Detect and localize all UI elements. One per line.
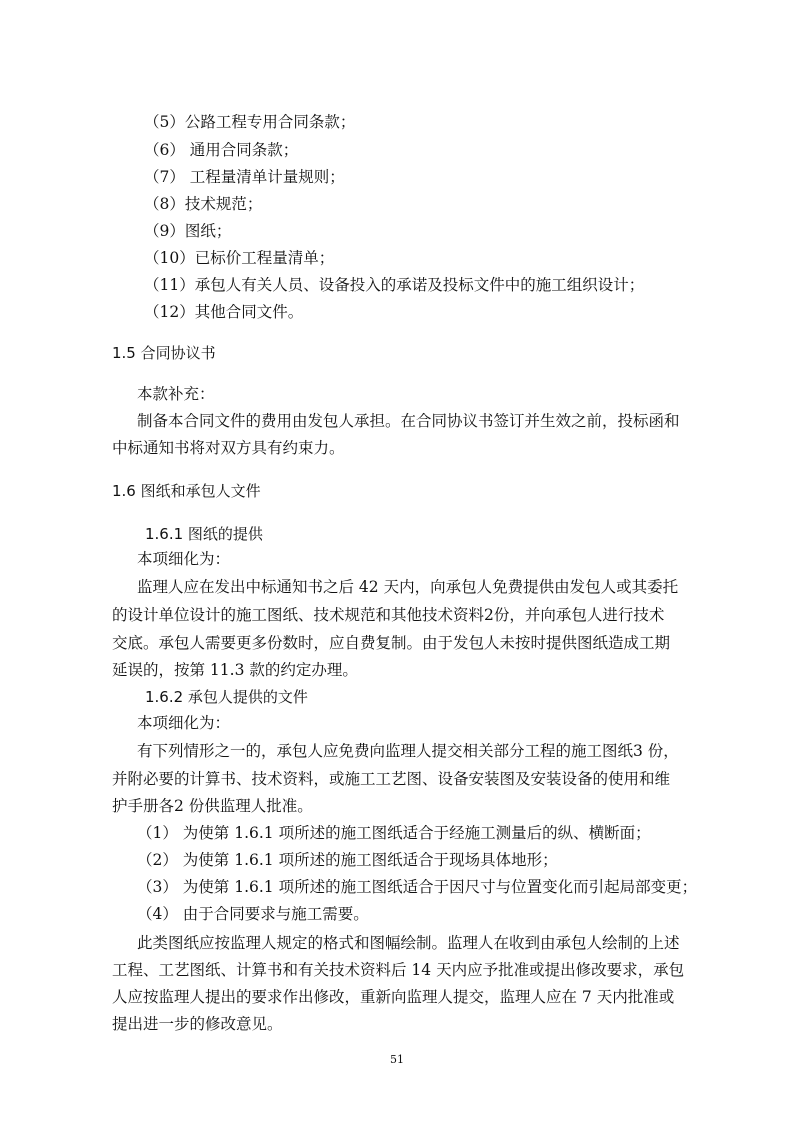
subsection-heading-1-6-2: 1.6.2 承包人提供的文件 bbox=[145, 688, 308, 706]
clause-intro: 本项细化为： bbox=[137, 714, 231, 732]
page-number: 51 bbox=[390, 1053, 404, 1066]
list-item: （9）图纸； bbox=[144, 222, 232, 240]
paragraph-line: 延误的，按第 11.3 款的约定办理。 bbox=[112, 661, 358, 679]
list-item: （1） 为使第 1.6.1 项所述的施工图纸适合于经施工测量后的纵、横断面； bbox=[137, 824, 651, 842]
list-item: （8）技术规范； bbox=[144, 195, 263, 213]
paragraph-line: 的设计单位设计的施工图纸、技术规范和其他技术资料2份，并向承包人进行技术 bbox=[112, 606, 665, 624]
section-heading-1-5: 1.5 合同协议书 bbox=[112, 344, 216, 362]
clause-intro: 本项细化为： bbox=[137, 550, 231, 568]
list-item: （12）其他合同文件。 bbox=[144, 303, 304, 321]
paragraph-line: 提出进一步的修改意见。 bbox=[112, 1015, 283, 1033]
clause-intro: 本款补充： bbox=[137, 385, 215, 403]
paragraph-line: 有下列情形之一的，承包人应免费向监理人提交相关部分工程的施工图纸3 份， bbox=[137, 742, 679, 760]
paragraph-line: 人应按监理人提出的要求作出修改，重新向监理人提交，监理人应在 7 天内批准或 bbox=[112, 988, 675, 1006]
list-item: （5）公路工程专用合同条款； bbox=[144, 113, 356, 131]
list-item: （11）承包人有关人员、设备投入的承诺及投标文件中的施工组织设计； bbox=[144, 276, 645, 294]
paragraph-line: 监理人应在发出中标通知书之后 42 天内，向承包人免费提供由发包人或其委托 bbox=[137, 578, 679, 596]
section-heading-1-6: 1.6 图纸和承包人文件 bbox=[112, 482, 261, 500]
paragraph-line: 制备本合同文件的费用由发包人承担。在合同协议书签订并生效之前，投标函和 bbox=[137, 412, 680, 430]
list-item: （2） 为使第 1.6.1 项所述的施工图纸适合于现场具体地形； bbox=[137, 851, 558, 869]
paragraph-line: 中标通知书将对双方具有约束力。 bbox=[112, 439, 345, 457]
list-item: （4） 由于合同要求与施工需要。 bbox=[137, 905, 369, 923]
paragraph-line: 并附必要的计算书、技术资料，或施工工艺图、设备安装图及安装设备的使用和维 bbox=[112, 770, 671, 788]
list-item: （10）已标价工程量清单； bbox=[144, 249, 335, 267]
paragraph-line: 交底。承包人需要更多份数时，应自费复制。由于发包人未按时提供图纸造成工期 bbox=[112, 634, 671, 652]
paragraph-line: 此类图纸应按监理人规定的格式和图幅绘制。监理人在收到由承包人绘制的上述 bbox=[137, 934, 680, 952]
list-item: （3） 为使第 1.6.1 项所述的施工图纸适合于因尺寸与位置变化而引起局部变更； bbox=[137, 878, 698, 896]
subsection-heading-1-6-1: 1.6.1 图纸的提供 bbox=[145, 525, 263, 543]
list-item: （7） 工程量清单计量规则； bbox=[144, 168, 345, 186]
paragraph-line: 工程、工艺图纸、计算书和有关技术资料后 14 天内应予批准或提出修改要求，承包 bbox=[112, 961, 685, 979]
paragraph-line: 护手册各2 份供监理人批准。 bbox=[112, 797, 313, 815]
list-item: （6） 通用合同条款； bbox=[144, 141, 299, 159]
